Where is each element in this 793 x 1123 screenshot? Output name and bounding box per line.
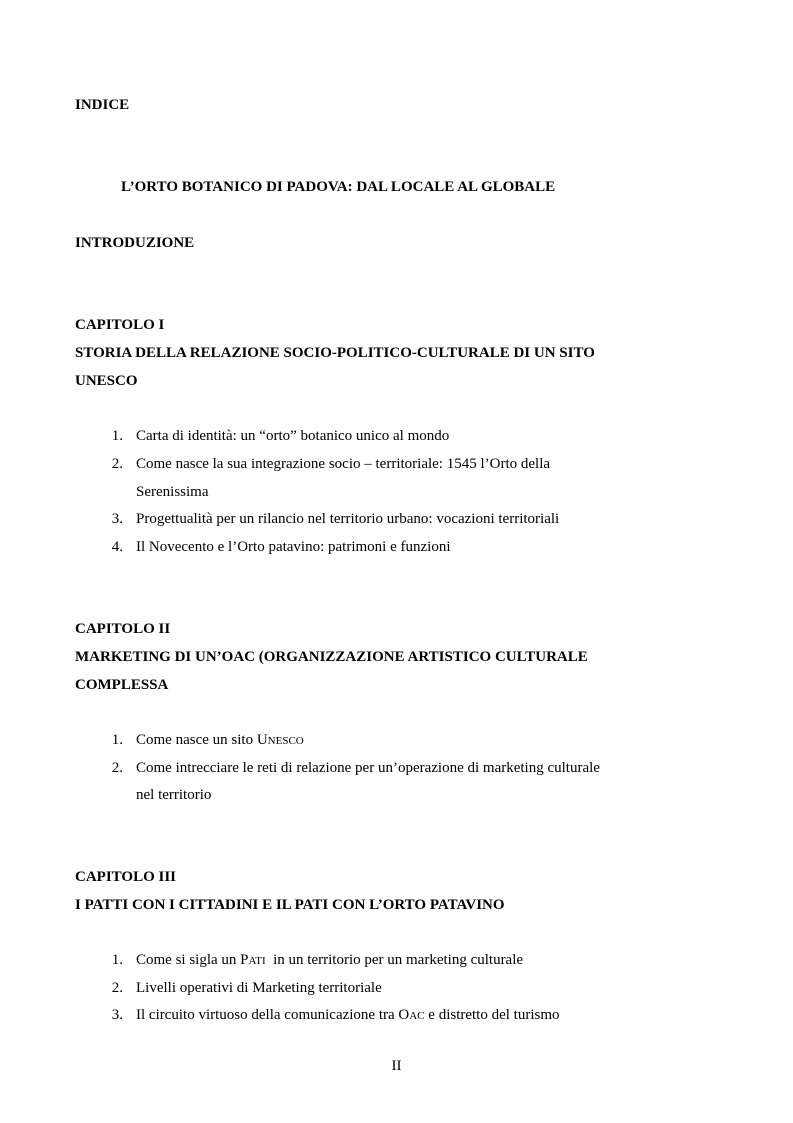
chapter-1-item-4-number: 4. [111, 539, 123, 555]
chapter-1-item-2-number: 2. [111, 456, 123, 472]
chapter-2-title-line-1: MARKETING DI UN’OAC (ORGANIZZAZIONE ARTISTICO CULTURALE [75, 649, 588, 665]
chapter-2-item-1-text [136, 733, 304, 748]
chapter-3-item-1-text [136, 953, 523, 968]
chapter-1-title-line-2: UNESCO [75, 373, 138, 389]
chapter-3-item-3-text-after: e distretto del turismo [424, 1007, 560, 1023]
chapter-1-item-3-number: 3. [111, 511, 123, 527]
chapter-2-item-1-smallcaps: Unesco [256, 732, 304, 748]
chapter-1-item-3-text: Progettualità per un rilancio nel territorio urbano: vocazioni territoriali [136, 511, 560, 527]
chapter-3-item-1-text-part: Come si sigla un [136, 952, 241, 968]
chapter-3-item-2-text: Livelli operativi di Marketing territoriale [136, 980, 382, 996]
chapter-2-item-2-text-line-2: nel territorio [136, 787, 212, 803]
chapter-3-title-line-1: I PATTI CON I CITTADINI E IL PATI CON L’ORTO PATAVINO [75, 897, 505, 913]
chapter-3-item-1-number: 1. [111, 952, 123, 968]
chapter-1-item-2-text-line-2: Serenissima [136, 484, 209, 500]
chapter-2-title-line-2: COMPLESSA [75, 677, 169, 693]
chapter-3-item-3-text [136, 1008, 560, 1023]
chapter-2-label: CAPITOLO II [75, 621, 171, 637]
chapter-1-label: CAPITOLO I [75, 317, 165, 333]
chapter-3-item-2-number: 2. [111, 980, 123, 996]
chapter-1-item-1-number: 1. [111, 428, 123, 444]
chapter-3-item-3-text-part: Il circuito virtuoso della comunicazione tra [136, 1007, 399, 1023]
chapter-1-item-4-text: Il Novecento e l’Orto patavino: patrimoni e funzioni [136, 539, 451, 555]
chapter-3-item-3-number: 3. [111, 1007, 123, 1023]
chapter-2-item-2-number: 2. [111, 760, 123, 776]
chapter-3-item-1-smallcaps: Pati [240, 952, 266, 968]
introduction-heading: INTRODUZIONE [75, 235, 195, 251]
chapter-3-item-1-text-after: in un territorio per un marketing culturale [265, 952, 524, 968]
chapter-3-label: CAPITOLO III [75, 869, 177, 885]
chapter-2-item-1-number: 1. [111, 732, 123, 748]
chapter-1-item-1-text: Carta di identità: un “orto” botanico unico al mondo [136, 428, 450, 444]
chapter-1-title-line-1: STORIA DELLA RELAZIONE SOCIO-POLITICO-CULTURALE DI UN SITO [75, 345, 595, 361]
chapter-2-item-1-text-part: Come nasce un sito [136, 732, 257, 748]
chapter-3-item-3-smallcaps: Oac [398, 1007, 425, 1023]
index-title: INDICE [75, 97, 130, 113]
chapter-2-item-2-text-line-1: Come intrecciare le reti di relazione per un’operazione di marketing culturale [136, 760, 600, 776]
main-title: L’ORTO BOTANICO DI PADOVA: DAL LOCALE AL GLOBALE [121, 179, 556, 195]
page-number: II [391, 1058, 402, 1074]
chapter-1-item-2-text-line-1: Come nasce la sua integrazione socio – territoriale: 1545 l’Orto della [136, 456, 551, 472]
